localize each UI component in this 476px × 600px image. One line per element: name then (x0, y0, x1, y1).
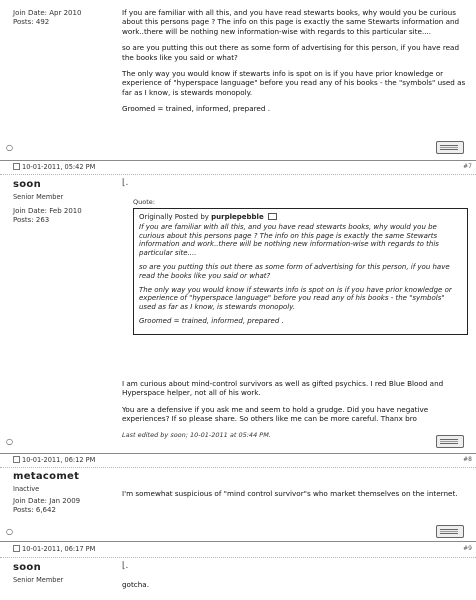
status-circle-icon: ○ (6, 143, 13, 152)
post-divider (0, 160, 476, 161)
quote-author[interactable]: purplepebble (211, 213, 264, 221)
post-paragraph: If you are familiar with all this, and you have read stewarts books, why would you be curious about this persons page ? The info on this page is exactly the same Stewarts information and work..there will be nothing new information-wise with regards to this particular site.... (122, 8, 460, 36)
username[interactable]: soon (13, 562, 42, 573)
post-icon (13, 456, 20, 463)
post-paragraph: The only way you would know if stewarts info is spot on is if you have prior knowledge or experience of "hyperspace language" before you read any of his books - the "symbols" used as far as I know, is stewards monopoly. (122, 69, 466, 97)
post3-body (122, 489, 468, 505)
post-date: 10-01-2011, 05:42 PM (13, 163, 95, 171)
post-count: Posts: 6,642 (13, 505, 56, 514)
post1-user-meta (13, 9, 81, 26)
post3-user-meta (13, 497, 80, 514)
user-rank: Inactive (13, 485, 40, 493)
post-date: 10-01-2011, 06:17 PM (13, 545, 95, 553)
quote-paragraph: If you are familiar with all this, and you have read stewarts books, why would you be curious about this persons page ? The info on this page is exactly the same Stewarts information and work..there will be nothing new information-wise with regards to this particular site.... (139, 222, 439, 258)
user-rank: Senior Member (13, 193, 64, 201)
join-date: Join Date: Apr 2010 (13, 9, 82, 17)
post1-body (122, 8, 468, 121)
post2-body (122, 379, 468, 440)
view-post-icon[interactable] (268, 213, 277, 220)
post-date: 10-01-2011, 06:12 PM (13, 456, 95, 464)
post-number[interactable]: #7 (463, 163, 472, 170)
quote-paragraph: so are you putting this out there as some form of advertising for this person, if you have read the books like you said or what? (139, 262, 450, 280)
post-paragraph: Groomed = trained, informed, prepared . (122, 104, 270, 114)
post-paragraph: I am curious about mind-control survivors as well as gifted psychics. I red Blue Blood and Hyperspace helper, not all of his work. (122, 379, 444, 398)
username[interactable]: soon (13, 179, 42, 190)
post-number[interactable]: #9 (463, 545, 472, 552)
post-divider (0, 557, 476, 558)
post-icon-marker: ⌊. (122, 561, 129, 571)
quote-reply-button[interactable] (436, 525, 464, 538)
quote-paragraph: The only way you would know if stewarts info is spot on is if you have prior knowledge or experience of "hyperspace language" before you read any of his books - the "symbols" used as far as I know, is stewards monopoly. (139, 285, 452, 312)
join-date: Join Date: Feb 2010 (13, 207, 82, 215)
status-circle-icon: ○ (6, 437, 13, 446)
post-paragraph: so are you putting this out there as some form of advertising for this person, if you have read the books like you said or what? (122, 43, 460, 62)
post-divider (0, 467, 476, 468)
post-paragraph: I'm somewhat suspicious of "mind control survivor"s who market themselves on the internet. (122, 489, 458, 498)
quote-reply-button[interactable] (436, 141, 464, 154)
post2-user-meta (13, 207, 82, 224)
post-paragraph: You are a defensive if you ask me and seem to hold a grudge. Did you have negative experiences? If so please share. So others like me can be more careful. Thanx bro (122, 404, 429, 424)
quote-label: Quote: (133, 198, 155, 206)
join-date: Join Date: Jan 2009 (13, 497, 81, 505)
quote-box (133, 208, 468, 335)
edited-note: Last edited by soon; 10-01-2011 at 05:44 PM. (122, 430, 271, 439)
post-icon (13, 163, 20, 170)
post-count: Posts: 263 (13, 215, 50, 224)
post-icon-marker: ⌊. (122, 178, 129, 188)
status-circle-icon: ○ (6, 527, 13, 536)
post-divider (0, 453, 476, 454)
user-rank: Senior Member (13, 576, 64, 584)
post-divider (0, 541, 476, 542)
quote-paragraph: Groomed = trained, informed, prepared . (139, 316, 284, 325)
username[interactable]: metacomet (13, 471, 80, 482)
quote-by-prefix: Originally Posted by (139, 213, 209, 221)
quote-block (133, 198, 468, 335)
post-icon (13, 545, 20, 552)
quote-origin (139, 213, 462, 222)
quote-reply-button[interactable] (436, 435, 464, 448)
post-paragraph: gotcha. (122, 580, 149, 589)
post-divider (0, 174, 476, 175)
post4-body (122, 580, 468, 596)
post-number[interactable]: #8 (463, 456, 472, 463)
post-count: Posts: 492 (13, 17, 50, 26)
